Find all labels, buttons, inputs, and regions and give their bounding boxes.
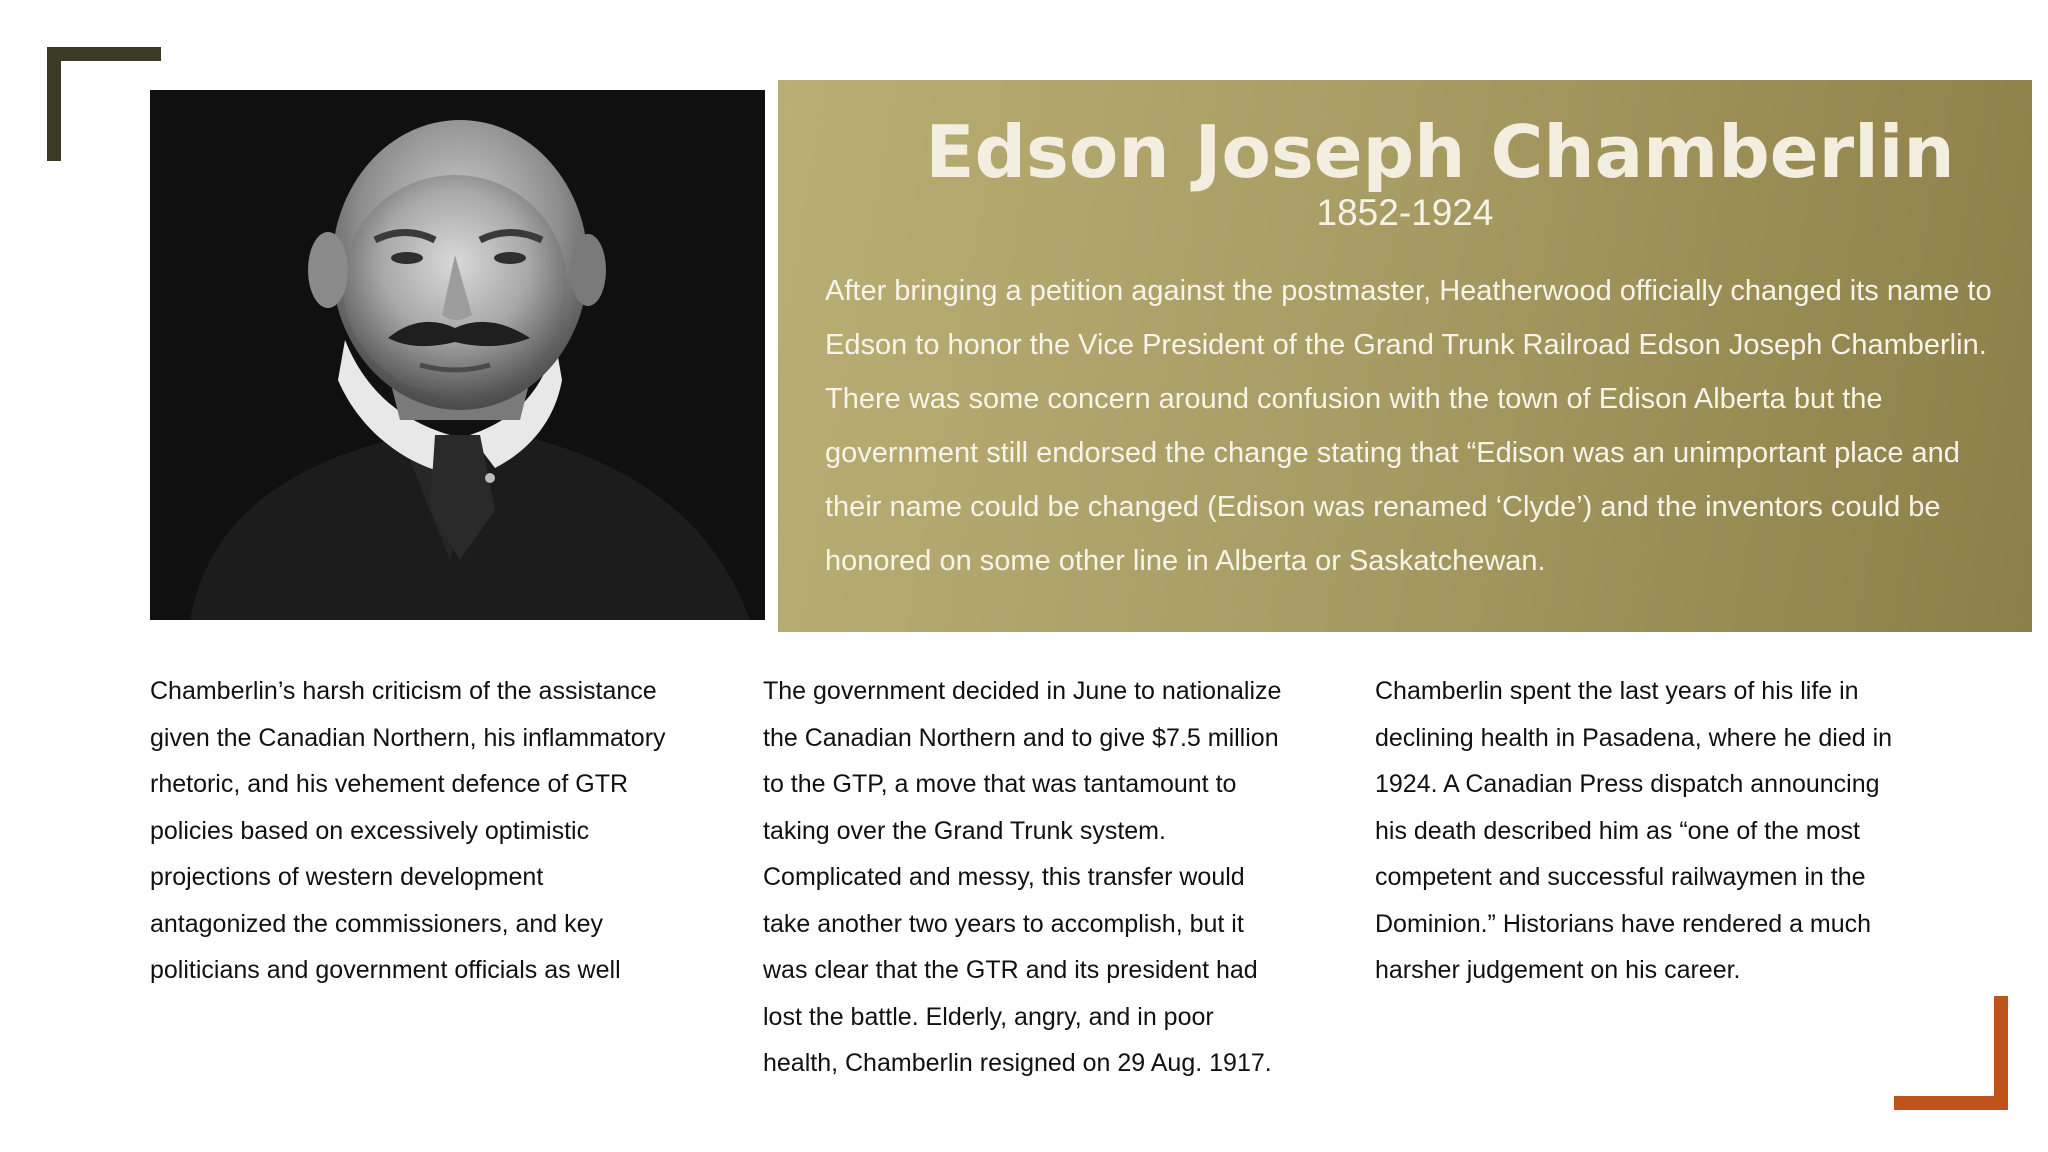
panel-paragraph: After bringing a petition against the postmaster, Heatherwood officially changed its name to Edson to honor the Vice President of the Grand Trunk Railroad Edson Joseph Chamberlin. There was some concern around confusion with the town of Edison Alberta but the government still endorsed the change stating that “Edison was an unimportant place and their name could be changed (Edison was renamed ‘Clyde’) and the inventors could be honored on some other line in Alberta or Saskatchewan.: [825, 275, 1992, 577]
corner-accent-top-left-horizontal: [47, 47, 161, 61]
text-column-right: Chamberlin spent the last years of his life in declining health in Pasadena, where he died in 1924. A Canadian Press dispatch announcing his death described him as “one of the most competent and successful railwaymen in the Dominion.” Historians have rendered a much harsher judgement on his career.: [1375, 677, 1893, 984]
corner-accent-bottom-right-horizontal: [1894, 1096, 2008, 1110]
text-column-middle: The government decided in June to nationalize the Canadian Northern and to give $7.5 million to the GTP, a move that was tantamount to taking over the Grand Trunk system. Complicated and messy, this transfer would take another two years to accomplish, but it was clear that the GTR and its president had lost the battle. Elderly, angry, and in poor health, Chamberlin resigned on 29 Aug. 1917.: [763, 677, 1282, 1077]
portrait-photo: [150, 90, 765, 620]
corner-accent-top-left-vertical: [47, 47, 61, 161]
lifespan-years: 1852-1924: [1316, 192, 1494, 233]
title-panel: [778, 80, 2032, 632]
portrait-illustration: [150, 90, 765, 620]
text-column-left: Chamberlin’s harsh criticism of the assistance given the Canadian Northern, his inflammatory rhetoric, and his vehement defence of GTR policies based on excessively optimistic projections of western development antagonized the commissioners, and key politicians and government officials as well: [150, 677, 666, 984]
slide-title: Edson Joseph Chamberlin: [925, 110, 1955, 194]
corner-accent-bottom-right-vertical: [1994, 996, 2008, 1110]
